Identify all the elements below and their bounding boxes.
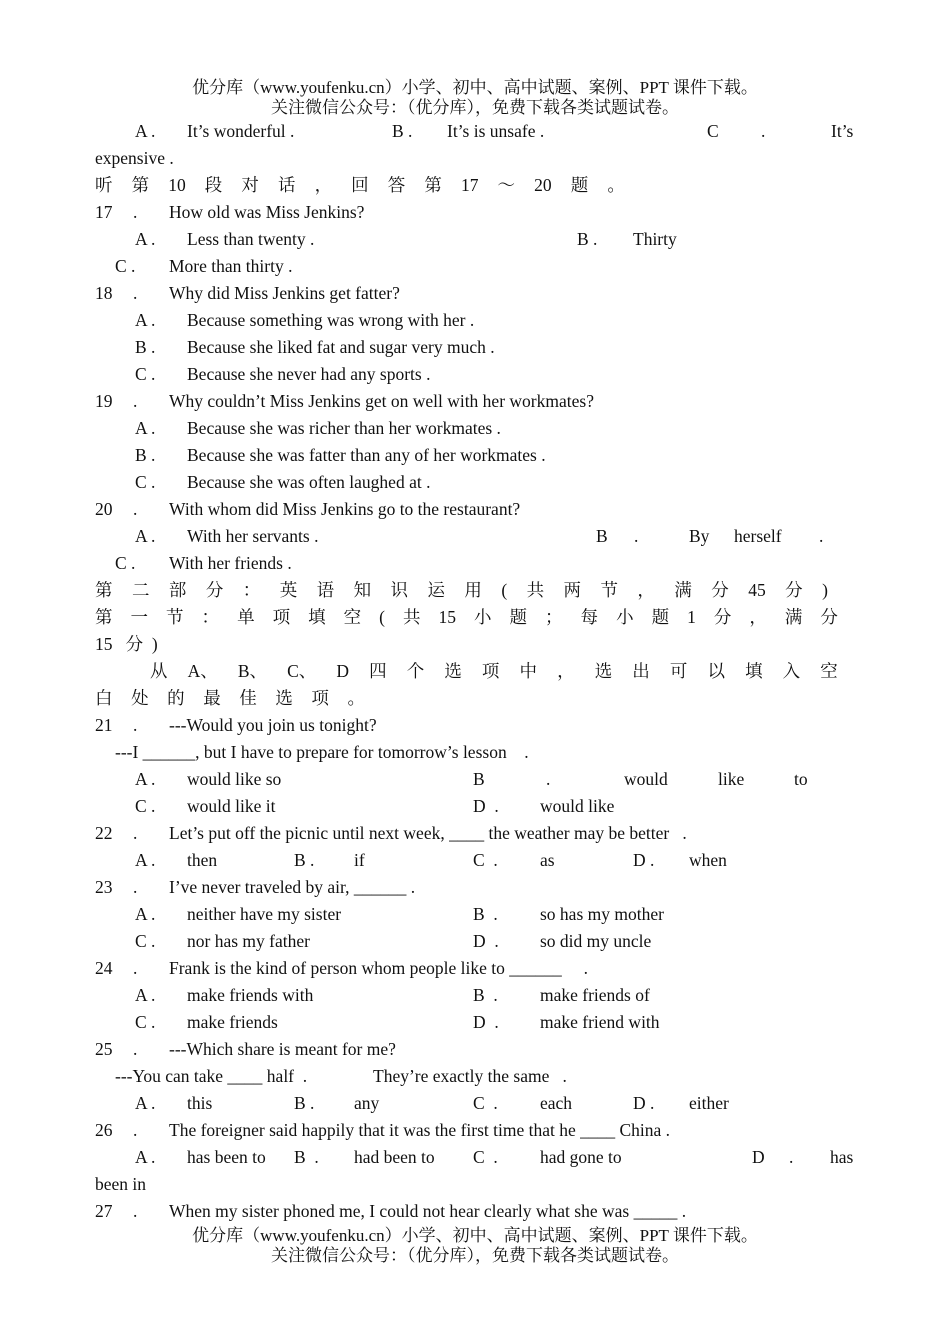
q21-opt-b-word2: like bbox=[718, 769, 745, 789]
q20-opt-b-dot: . bbox=[634, 526, 639, 546]
q24-opt-c-letter: C . bbox=[135, 1012, 156, 1032]
q25-opt-d-letter: D . bbox=[633, 1093, 655, 1113]
q17-dot: . bbox=[133, 202, 138, 222]
q20-stem: With whom did Miss Jenkins go to the restaurant? bbox=[169, 499, 521, 519]
q23-opt-d-letter: D . bbox=[473, 931, 499, 951]
page-header-line1: 优分库（www.youfenku.cn）小学、初中、高中试题、案例、PPT 课件下载。 bbox=[192, 78, 758, 97]
page-footer-line1: 优分库（www.youfenku.cn）小学、初中、高中试题、案例、PPT 课件下载。 bbox=[192, 1226, 758, 1245]
q17-opt-a-text: Less than twenty . bbox=[187, 229, 315, 249]
q17-opt-c-text: More than thirty . bbox=[169, 256, 293, 276]
q26-opt-d-cont: been in bbox=[95, 1174, 147, 1194]
q16-option-a-text: It’s wonderful . bbox=[187, 121, 295, 141]
q22-number: 22 bbox=[95, 823, 113, 843]
q18-opt-a-letter: A . bbox=[135, 310, 156, 330]
q23-opt-a-text: neither have my sister bbox=[187, 904, 342, 924]
q22-opt-c-text: as bbox=[540, 850, 555, 870]
q22-opt-b-text: if bbox=[354, 850, 365, 870]
q22-dot: . bbox=[133, 823, 138, 843]
q21-opt-d-letter: D . bbox=[473, 796, 499, 816]
q21-stem2: ---I ______, but I have to prepare for tomorrow’s lesson . bbox=[115, 742, 529, 762]
q25-opt-c-text: each bbox=[540, 1093, 573, 1113]
q25-dot: . bbox=[133, 1039, 138, 1059]
q17-opt-b-text: Thirty bbox=[633, 229, 677, 249]
q22-opt-d-text: when bbox=[689, 850, 727, 870]
q27-stem: When my sister phoned me, I could not hear clearly what she was _____ . bbox=[169, 1201, 687, 1221]
q21-number: 21 bbox=[95, 715, 113, 735]
q20-opt-a-letter: A . bbox=[135, 526, 156, 546]
q20-opt-c-letter: C . bbox=[115, 553, 136, 573]
q17-number: 17 bbox=[95, 202, 113, 222]
q20-opt-c-text: With her friends . bbox=[169, 553, 292, 573]
q21-opt-b-word3: to bbox=[794, 769, 808, 789]
q24-opt-c-text: make friends bbox=[187, 1012, 278, 1032]
instruction-line1: 从 A、 B、 C、 D 四 个 选 项 中 ， 选 出 可 以 填 入 空 bbox=[150, 661, 838, 681]
q23-opt-d-text: so did my uncle bbox=[540, 931, 652, 951]
q26-number: 26 bbox=[95, 1120, 113, 1140]
q27-number: 27 bbox=[95, 1201, 113, 1221]
q17-opt-c-letter: C . bbox=[115, 256, 136, 276]
q25-opt-d-text: either bbox=[689, 1093, 729, 1113]
q25-stem2b: They’re exactly the same . bbox=[373, 1066, 567, 1086]
q24-opt-b-letter: B . bbox=[473, 985, 498, 1005]
section-intro-10: 听 第 10 段 对 话 ， 回 答 第 17 ～ 20 题 。 bbox=[95, 175, 625, 195]
q18-number: 18 bbox=[95, 283, 113, 303]
q26-opt-d-letter: D bbox=[752, 1147, 765, 1167]
q25-opt-a-letter: A . bbox=[135, 1093, 156, 1113]
q21-opt-c-text: would like it bbox=[187, 796, 276, 816]
q17-opt-b-letter: B . bbox=[577, 229, 598, 249]
page-header-line2: 关注微信公众号：（优分库），免费下载各类试题试卷。 bbox=[271, 98, 679, 117]
q21-opt-b-dot: . bbox=[546, 769, 551, 789]
q25-opt-a-text: this bbox=[187, 1093, 213, 1113]
q19-opt-c-letter: C . bbox=[135, 472, 156, 492]
q18-stem: Why did Miss Jenkins get fatter? bbox=[169, 283, 400, 303]
q21-opt-a-text: would like so bbox=[187, 769, 282, 789]
q24-opt-d-letter: D . bbox=[473, 1012, 499, 1032]
q23-opt-c-letter: C . bbox=[135, 931, 156, 951]
q20-dot: . bbox=[133, 499, 138, 519]
q18-opt-b-text: Because she liked fat and sugar very much . bbox=[187, 337, 495, 357]
q26-opt-d-text: has bbox=[830, 1147, 854, 1167]
q23-dot: . bbox=[133, 877, 138, 897]
q25-stem2a: ---You can take ____ half . bbox=[115, 1066, 308, 1086]
q25-stem: ---Which share is meant for me? bbox=[169, 1039, 396, 1059]
q21-dot: . bbox=[133, 715, 138, 735]
instruction-line2: 白 处 的 最 佳 选 项 。 bbox=[95, 688, 365, 708]
q19-opt-a-text: Because she was richer than her workmates . bbox=[187, 418, 501, 438]
q26-opt-c-text: had gone to bbox=[540, 1147, 622, 1167]
q23-opt-b-letter: B . bbox=[473, 904, 498, 924]
q20-number: 20 bbox=[95, 499, 113, 519]
q19-opt-b-letter: B . bbox=[135, 445, 156, 465]
q18-opt-c-text: Because she never had any sports . bbox=[187, 364, 431, 384]
q26-opt-a-text: has been to bbox=[187, 1147, 266, 1167]
q21-opt-b-word1: would bbox=[624, 769, 668, 789]
q22-opt-d-letter: D . bbox=[633, 850, 655, 870]
q22-opt-a-text: then bbox=[187, 850, 218, 870]
q25-number: 25 bbox=[95, 1039, 113, 1059]
q23-number: 23 bbox=[95, 877, 113, 897]
q19-stem: Why couldn’t Miss Jenkins get on well with her workmates? bbox=[169, 391, 594, 411]
q26-opt-b-letter: B . bbox=[294, 1147, 319, 1167]
q19-opt-a-letter: A . bbox=[135, 418, 156, 438]
q17-stem: How old was Miss Jenkins? bbox=[169, 202, 365, 222]
q16-option-c-text: It’s bbox=[831, 121, 854, 141]
q21-opt-b-letter: B bbox=[473, 769, 485, 789]
q21-stem: ---Would you join us tonight? bbox=[169, 715, 377, 735]
q22-stem: Let’s put off the picnic until next week, ____ the weather may be better . bbox=[169, 823, 687, 843]
q25-opt-b-text: any bbox=[354, 1093, 380, 1113]
q21-opt-d-text: would like bbox=[540, 796, 615, 816]
q26-opt-d-dot: . bbox=[789, 1147, 794, 1167]
q26-opt-c-letter: C . bbox=[473, 1147, 498, 1167]
q25-opt-b-letter: B . bbox=[294, 1093, 315, 1113]
q26-opt-b-text: had been to bbox=[354, 1147, 435, 1167]
q23-opt-c-text: nor has my father bbox=[187, 931, 310, 951]
q24-dot: . bbox=[133, 958, 138, 978]
part2-title: 第 二 部 分 ： 英 语 知 识 运 用 ( 共 两 节 ， 满 分 45 分 ) bbox=[95, 580, 828, 600]
q20-opt-b-word: herself bbox=[734, 526, 782, 546]
q17-opt-a-letter: A . bbox=[135, 229, 156, 249]
q20-opt-b-text: By bbox=[689, 526, 710, 546]
q23-stem: I’ve never traveled by air, ______ . bbox=[169, 877, 416, 897]
q24-opt-d-text: make friend with bbox=[540, 1012, 660, 1032]
q22-opt-b-letter: B . bbox=[294, 850, 315, 870]
q19-dot: . bbox=[133, 391, 138, 411]
q18-opt-b-letter: B . bbox=[135, 337, 156, 357]
q24-opt-a-text: make friends with bbox=[187, 985, 314, 1005]
q20-opt-b-letter: B bbox=[596, 526, 608, 546]
q22-opt-c-letter: C . bbox=[473, 850, 498, 870]
section1-title: 第 一 节 ： 单 项 填 空 ( 共 15 小 题 ； 每 小 题 1 分 ， 满 分 bbox=[95, 607, 838, 627]
q16-option-c-dot: . bbox=[761, 121, 766, 141]
q19-opt-b-text: Because she was fatter than any of her workmates . bbox=[187, 445, 546, 465]
q19-number: 19 bbox=[95, 391, 113, 411]
q22-opt-a-letter: A . bbox=[135, 850, 156, 870]
q20-opt-a-text: With her servants . bbox=[187, 526, 319, 546]
q19-opt-c-text: Because she was often laughed at . bbox=[187, 472, 431, 492]
q26-opt-a-letter: A . bbox=[135, 1147, 156, 1167]
q20-opt-b-end: . bbox=[819, 526, 824, 546]
q24-stem: Frank is the kind of person whom people like to ______ . bbox=[169, 958, 588, 978]
q24-opt-b-text: make friends of bbox=[540, 985, 650, 1005]
q16-option-c-letter: C bbox=[707, 121, 719, 141]
q23-opt-b-text: so has my mother bbox=[540, 904, 664, 924]
q23-opt-a-letter: A . bbox=[135, 904, 156, 924]
q16-option-a-letter: A . bbox=[135, 121, 156, 141]
q18-opt-c-letter: C . bbox=[135, 364, 156, 384]
q24-opt-a-letter: A . bbox=[135, 985, 156, 1005]
q16-option-b-letter: B . bbox=[392, 121, 413, 141]
q26-dot: . bbox=[133, 1120, 138, 1140]
q24-number: 24 bbox=[95, 958, 113, 978]
q16-option-c-cont: expensive . bbox=[95, 148, 174, 168]
q21-opt-a-letter: A . bbox=[135, 769, 156, 789]
q18-opt-a-text: Because something was wrong with her . bbox=[187, 310, 475, 330]
q26-stem: The foreigner said happily that it was the first time that he ____ China . bbox=[169, 1120, 671, 1140]
page-footer-line2: 关注微信公众号：（优分库），免费下载各类试题试卷。 bbox=[271, 1246, 679, 1265]
q18-dot: . bbox=[133, 283, 138, 303]
q27-dot: . bbox=[133, 1201, 138, 1221]
section1-title-cont: 15 分 ) bbox=[95, 634, 158, 654]
q21-opt-c-letter: C . bbox=[135, 796, 156, 816]
q16-option-b-text: It’s is unsafe . bbox=[447, 121, 545, 141]
q25-opt-c-letter: C . bbox=[473, 1093, 498, 1113]
